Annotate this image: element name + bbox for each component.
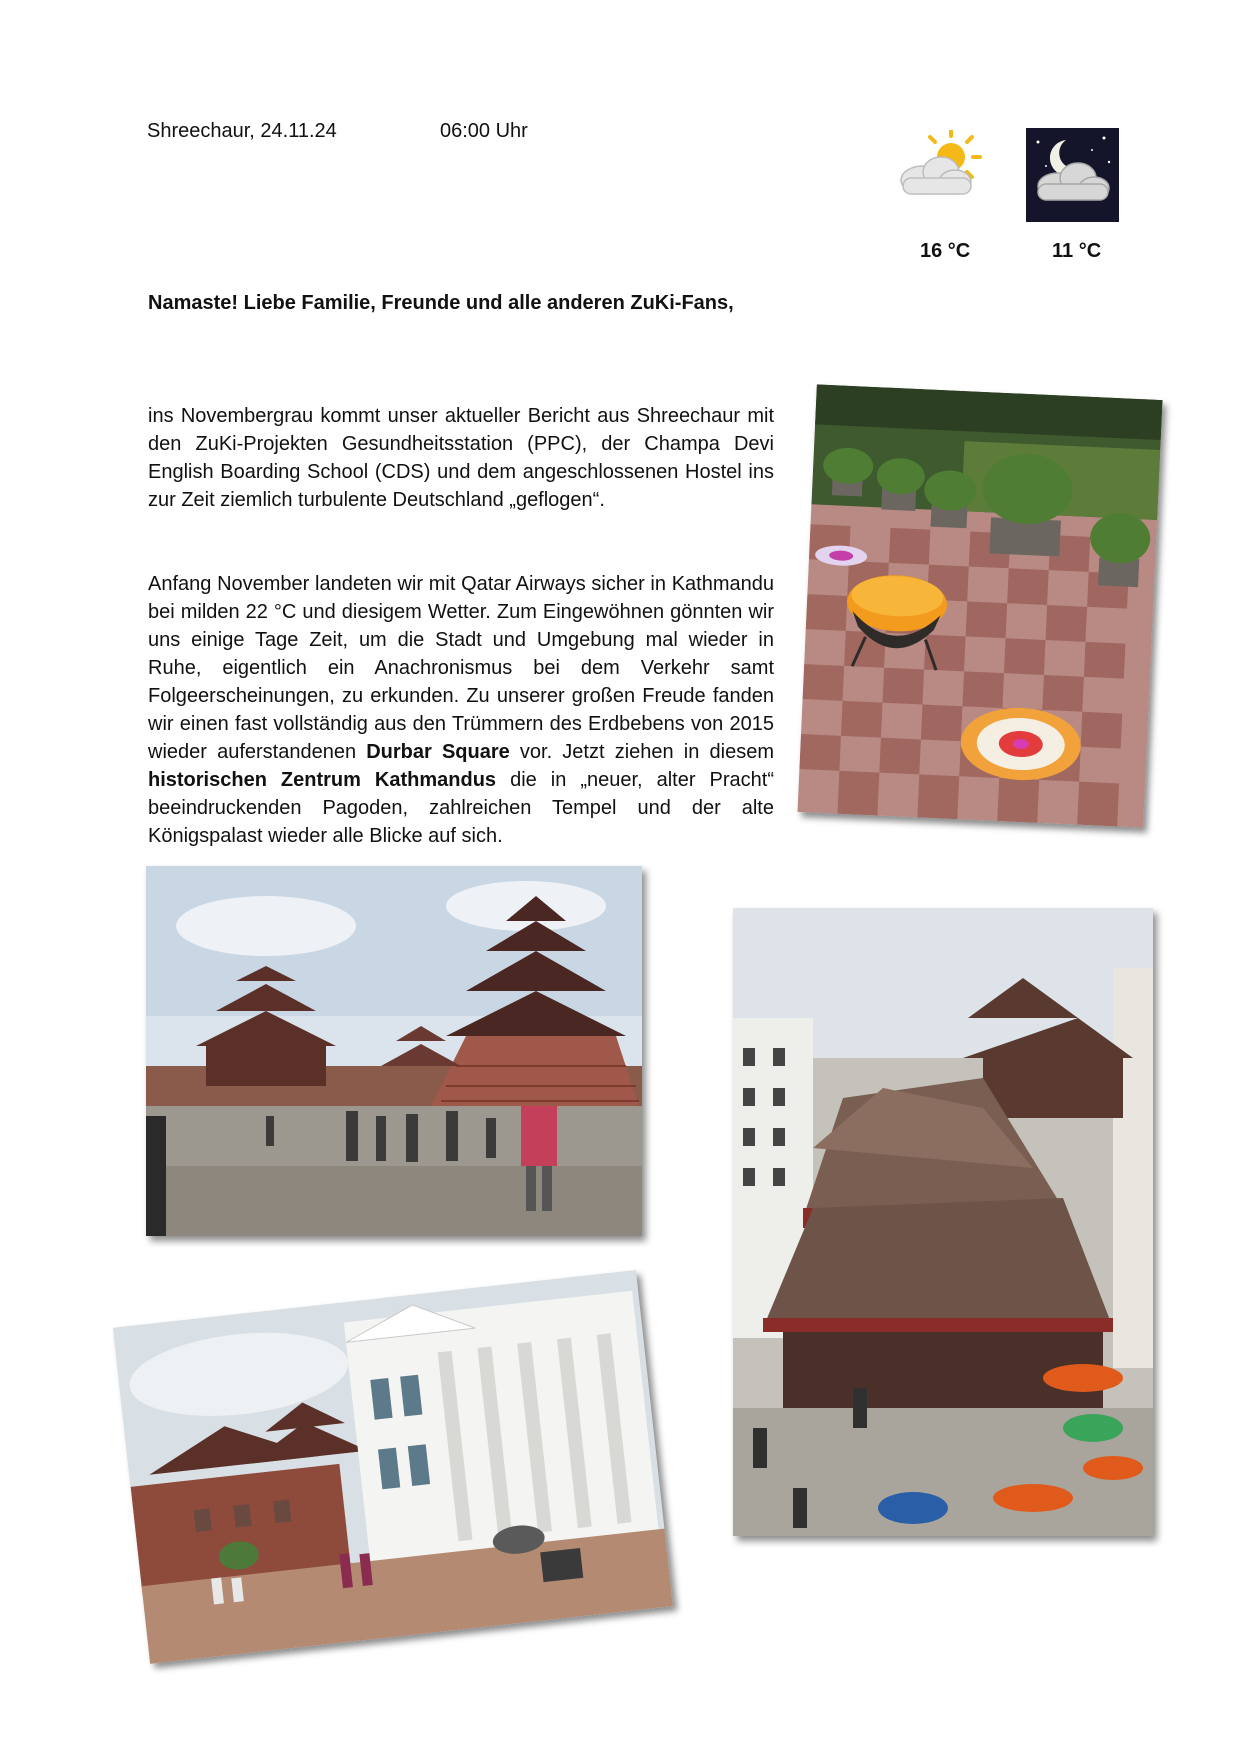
greeting: Namaste! Liebe Familie, Freunde und alle anderen ZuKi-Fans, xyxy=(148,292,734,314)
night-temperature: 11 °C xyxy=(1052,240,1102,262)
paragraph-text: vor. Jetzt ziehen in diesem xyxy=(509,741,774,763)
paragraph-text: die in „neuer, alter Pracht“ beeindruckenden Pagoden, zahlreichen Tempel und der alte Königspalast wieder alle Blicke auf sich. xyxy=(148,769,774,847)
durbar-square-photo xyxy=(146,866,642,1236)
palace-photo xyxy=(113,1270,673,1664)
day-temperature: 16 °C xyxy=(920,240,971,262)
courtyard-photo xyxy=(797,384,1162,827)
partly-cloudy-day-icon xyxy=(893,130,985,202)
bold-historic-center: historischen Zentrum Kathmandus xyxy=(148,769,497,791)
temple-market-photo xyxy=(733,908,1153,1536)
durbar-paragraph xyxy=(148,570,774,850)
time: 06:00 Uhr xyxy=(440,120,528,142)
intro-paragraph: ins Novembergrau kommt unser aktueller Bericht aus Shreechaur mit den ZuKi-Projekten Gesundheitsstation (PPC), der Champa Devi English Boarding School (CDS) und dem angeschlossenen Hostel ins zur Zeit ziemlich turbulente Deutschland „geflogen“. xyxy=(148,405,774,511)
bold-durbar-square: Durbar Square xyxy=(366,741,510,763)
cloudy-night-icon xyxy=(1026,128,1119,222)
paragraph-text: Anfang November landeten wir mit Qatar Airways sicher in Kathmandu bei milden 22 °C und diesigem Wetter. Zum Eingewöhnen gönnten wir uns einige Tage Zeit, um die Stadt und Umgebung mal wieder in Ruhe, eigentlich ein Anachronismus bei dem Verkehr samt Folgeerscheinungen, zu erkunden. Zu unserer großen Freude fanden wir einen fast vollständig aus den Trümmern des Erdbebens von 2015 wieder auferstandenen xyxy=(148,573,774,763)
place-date: Shreechaur, 24.11.24 xyxy=(147,120,337,142)
